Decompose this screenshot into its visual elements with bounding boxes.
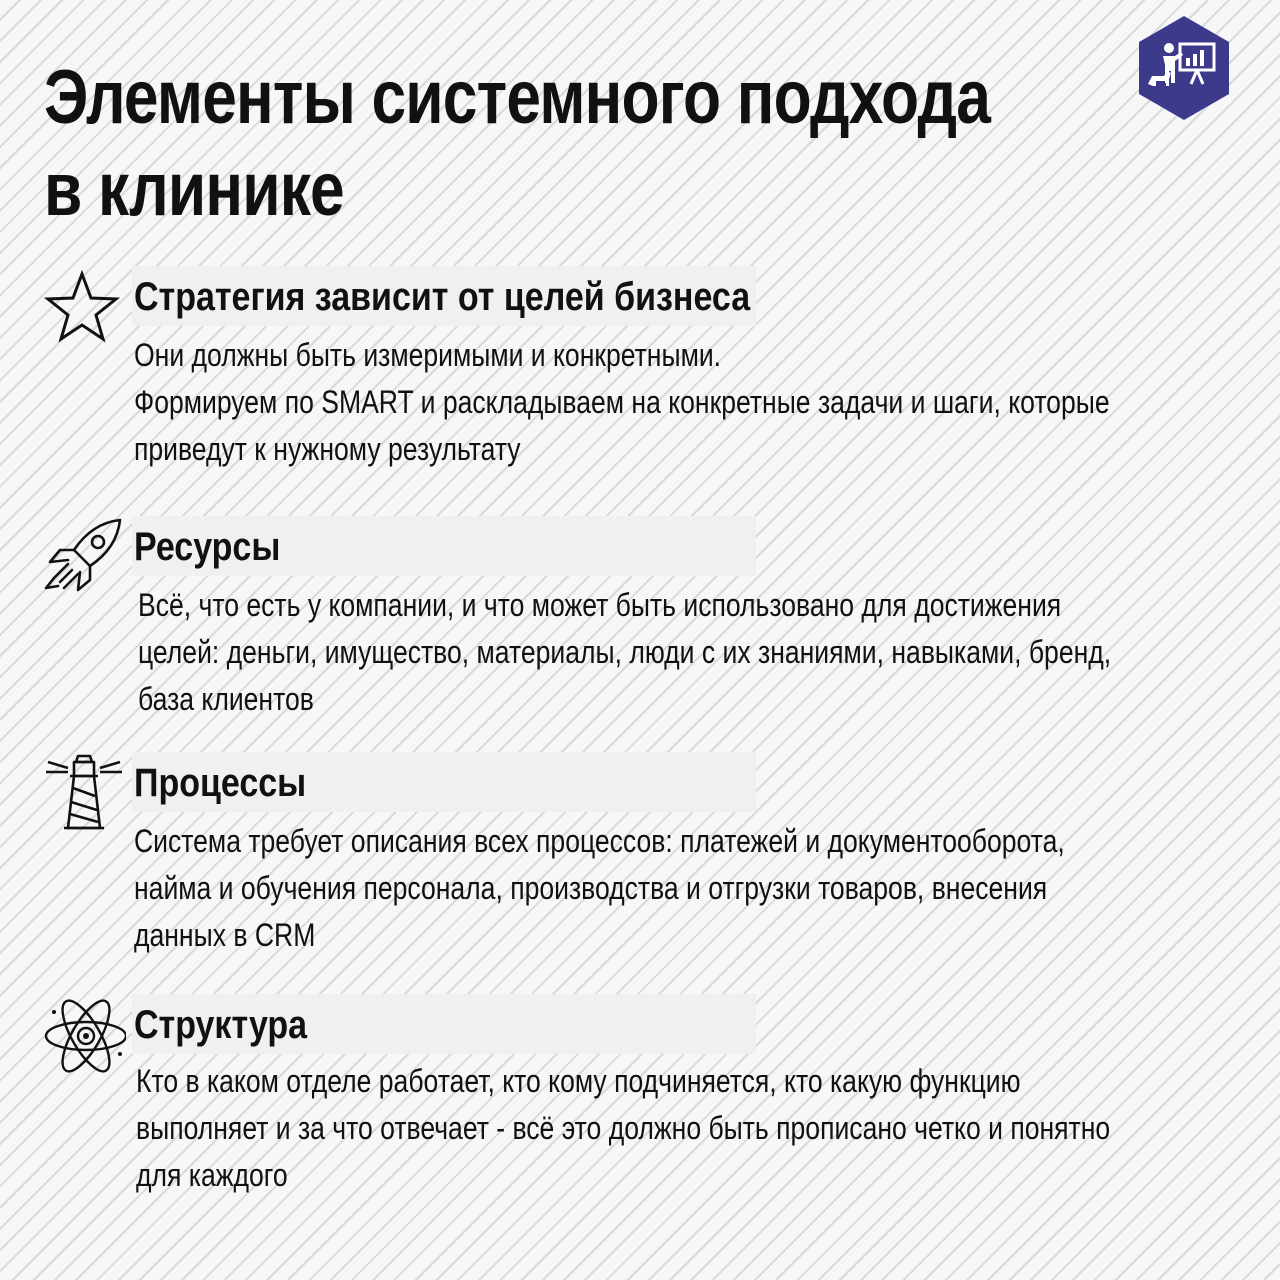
body-line: Всё, что есть у компании, и что может быть использовано для достижения (138, 587, 1062, 623)
rocket-icon (42, 516, 126, 600)
body-line: приведут к нужному результату (134, 431, 521, 467)
body-line: Система требует описания всех процессов: платежей и документооборота, (134, 823, 1065, 859)
section-heading: Структура (134, 1003, 308, 1047)
body-line: Они должны быть измеримыми и конкретными. (134, 337, 722, 373)
atom-icon (42, 994, 126, 1078)
body-line: данных в CRM (134, 917, 316, 953)
lighthouse-icon (42, 752, 126, 836)
body-line: найма и обучения персонала, производства и отгрузки товаров, внесения (134, 870, 1048, 906)
body-line: целей: деньги, имущество, материалы, люди с их знаниями, навыками, бренд, (138, 634, 1112, 670)
star-icon (44, 266, 128, 350)
section-body (134, 332, 1205, 473)
section-heading: Стратегия зависит от целей бизнеса (134, 275, 751, 319)
section-heading: Процессы (134, 761, 307, 805)
page-title-line-1: Элементы системного подхода (44, 55, 991, 140)
section-body (136, 1058, 1207, 1199)
page-title (44, 52, 991, 236)
body-line: база клиентов (138, 681, 314, 717)
body-line: Формируем по SMART и раскладываем на конкретные задачи и шаги, которые (134, 384, 1110, 420)
body-line: для каждого (136, 1157, 288, 1193)
section-heading: Ресурсы (134, 525, 281, 569)
section-body (138, 582, 1209, 723)
section-body (134, 818, 1205, 959)
body-line: Кто в каком отделе работает, кто кому подчиняется, кто какую функцию (136, 1063, 1021, 1099)
page-title-line-2: в клинике (44, 147, 344, 232)
trainer-with-dog-chart-icon (1136, 14, 1232, 122)
body-line: выполняет и за что отвечает - всё это должно быть прописано четко и понятно (136, 1110, 1111, 1146)
